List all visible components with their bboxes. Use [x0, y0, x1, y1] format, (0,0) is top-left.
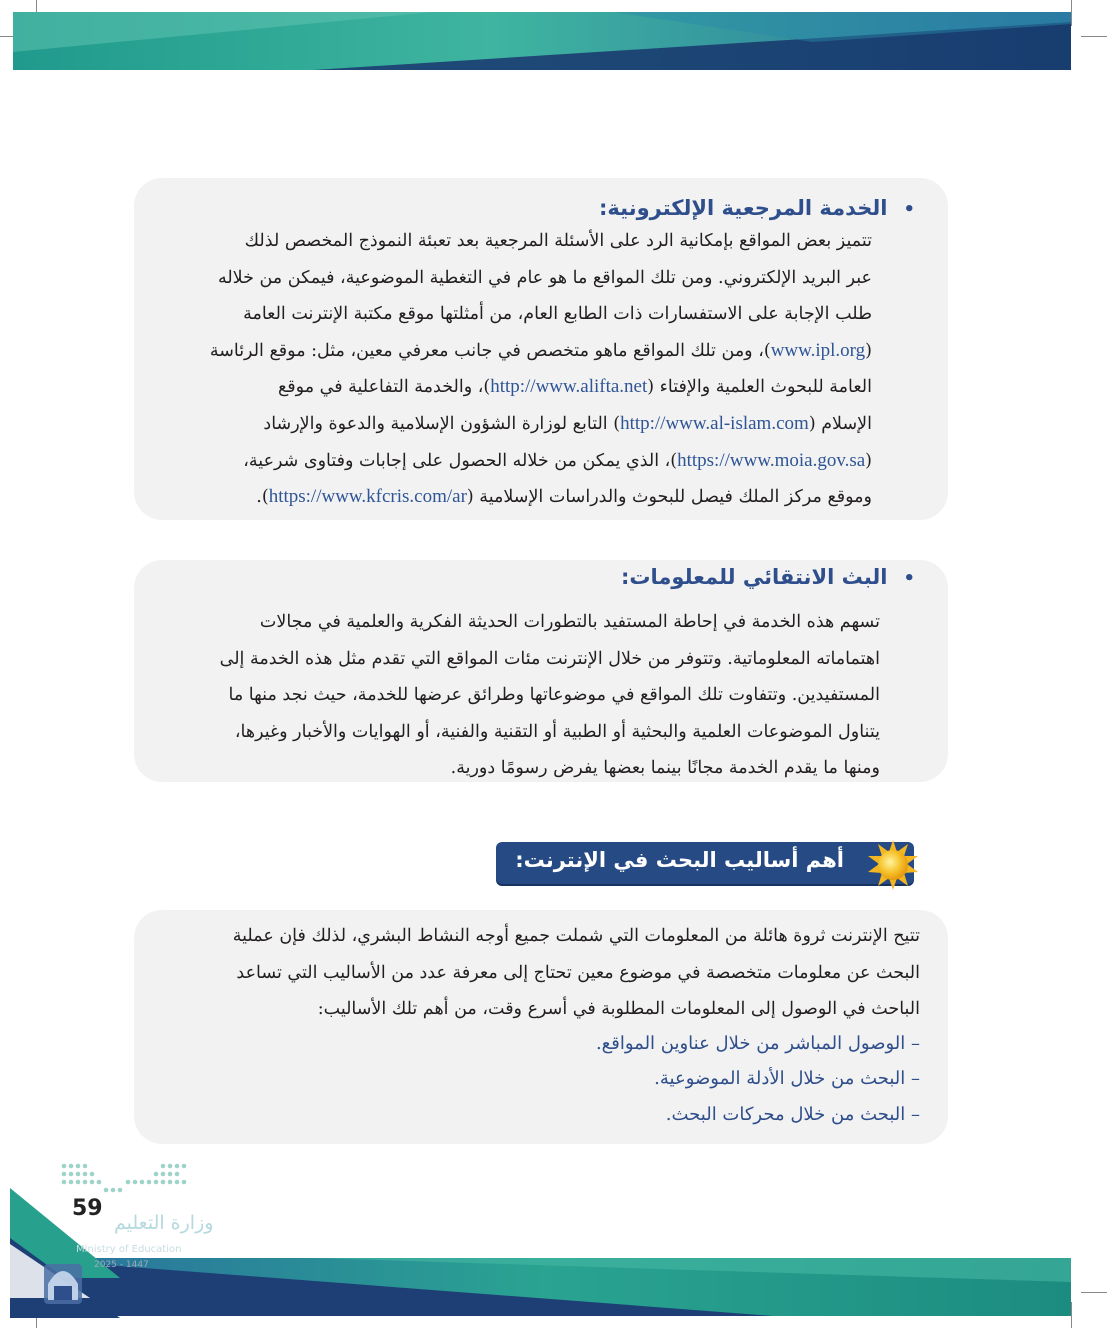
crop-mark	[1071, 0, 1072, 26]
crop-mark	[1081, 36, 1107, 37]
list-item: – البحث من خلال محركات البحث.	[665, 1104, 920, 1125]
sun-icon	[866, 838, 920, 892]
paragraph-line: اهتماماته المعلوماتية. وتتوفر من خلال الإنترنت مئات المواقع التي تقدم مثل هذه الخدمة إلى	[219, 648, 880, 669]
page-number: 59	[72, 1196, 103, 1221]
paragraph-line: (https://www.moia.gov.sa)، الذي يمكن من خلاله الحصول على إجابات وفتاوى شرعية،	[243, 449, 872, 471]
link-alislam[interactable]: http://www.al-islam.com	[620, 412, 809, 434]
edition-year: 2025 - 1447	[94, 1260, 149, 1270]
bullet-icon: •	[903, 199, 915, 220]
paragraph-line: المستفيدين. وتتفاوت تلك المواقع في موضوعاتها وطرائق عرضها للخدمة، حيث نجد منها ما	[228, 685, 880, 706]
paragraph-line: تتيح الإنترنت ثروة هائلة من المعلومات التي شملت جميع أوجه النشاط البشري، لذلك فإن عملية	[232, 926, 920, 946]
search-methods-paragraph	[150, 918, 920, 1028]
bullet-icon: •	[903, 568, 915, 589]
footer-band	[13, 1258, 1071, 1316]
paragraph-line: الإسلام (http://www.al-islam.com) التابع لوزارة الشؤون الإسلامية والدعوة والإرشاد	[263, 412, 872, 434]
section-title-text: البث الانتقائي للمعلومات:	[621, 565, 888, 589]
paragraph-line: البحث عن معلومات متخصصة في موضوع معين تحتاج إلى معرفة عدد من الأساليب التي تساعد	[236, 962, 920, 983]
paragraph-line: (www.ipl.org)، ومن تلك المواقع ماهو متخصص في جانب معرفي معين، مثل: موقع الرئاسة	[209, 339, 872, 361]
library-stamp-icon	[40, 1254, 86, 1312]
list-item: – الوصول المباشر من خلال عناوين المواقع.	[595, 1033, 920, 1054]
crop-mark	[1071, 1302, 1072, 1328]
section-heading: أهم أساليب البحث في الإنترنت:	[515, 848, 844, 872]
link-moia[interactable]: https://www.moia.gov.sa	[677, 449, 866, 471]
section-title-dissemination	[621, 565, 915, 589]
paragraph-line: تتميز بعض المواقع بإمكانية الرد على الأسئلة المرجعية بعد تعبئة النموذج المخصص لذلك	[244, 231, 872, 251]
paragraph-line: تسهم هذه الخدمة في إحاطة المستفيد بالتطورات الحديثة الفكرية والعلمية في مجالات	[259, 612, 880, 632]
section-title-text: الخدمة المرجعية الإلكترونية:	[599, 196, 888, 220]
paragraph-line: طلب الإجابة على الاستفسارات ذات الطابع العام، من أمثلتها موقع مكتبة الإنترنت العامة	[243, 304, 872, 325]
link-kfcris[interactable]: https://www.kfcris.com/ar	[268, 486, 467, 508]
header-band	[13, 12, 1071, 70]
link-ipl[interactable]: www.ipl.org	[770, 339, 866, 361]
paragraph-line: وموقع مركز الملك فيصل للبحوث والدراسات الإسلامية (https://www.kfcris.com/ar).	[256, 486, 872, 508]
link-alifta[interactable]: http://www.alifta.net	[490, 376, 648, 398]
footer-band-graphic	[13, 1258, 1071, 1316]
section-heading-box	[496, 842, 914, 884]
header-band-graphic	[13, 12, 1071, 70]
ministry-name-ar: وزارة التعليم	[114, 1212, 214, 1234]
list-item: – البحث من خلال الأدلة الموضوعية.	[654, 1068, 920, 1089]
paragraph-line: ومنها ما يقدم الخدمة مجانًا بينما بعضها يفرض رسومًا دورية.	[450, 758, 880, 779]
reference-paragraph	[184, 223, 872, 516]
paragraph-line: العامة للبحوث العلمية والإفتاء (http://www.alifta.net)، والخدمة التفاعلية في موقع	[277, 376, 872, 398]
crop-mark	[1081, 1292, 1107, 1293]
paragraph-line: يتناول الموضوعات العلمية والبحثية أو الطبية أو التقنية والفنية، أو الهوايات والأخبار وغيرها،	[234, 721, 880, 742]
paragraph-line: الباحث في الوصول إلى المعلومات المطلوبة في أسرع وقت، من أهم تلك الأساليب:	[317, 999, 920, 1020]
dissemination-paragraph	[184, 604, 880, 787]
section-title-reference	[599, 196, 915, 220]
paragraph-line: عبر البريد الإلكتروني. ومن تلك المواقع ما هو عام في التغطية الموضوعية، فيمكن من خلاله	[217, 267, 872, 288]
ministry-name-en: Ministry of Education	[76, 1244, 182, 1255]
